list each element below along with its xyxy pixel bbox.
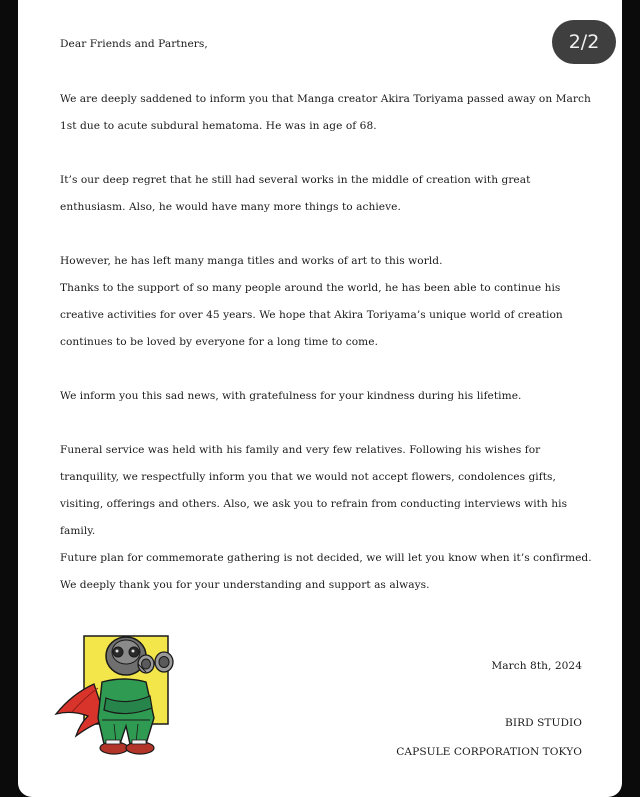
letter-line: tranquility, we respectfully inform you that we would not accept flowers, condolences gifts,: [60, 471, 556, 483]
letter-line: Thanks to the support of so many people around the world, he has been able to continue his: [60, 282, 561, 294]
letter-line: Future plan for commemorate gathering is not decided, we will let you know when it’s confirmed.: [60, 552, 592, 564]
letter-line: enthusiasm. Also, he would have many more things to achieve.: [60, 201, 401, 213]
letter-line: family.: [60, 525, 96, 537]
letter-line: creative activities for over 45 years. We hope that Akira Toriyama’s unique world of creation: [60, 309, 563, 321]
letter-line: 1st due to acute subdural hematoma. He was in age of 68.: [60, 120, 377, 132]
letter-page: [18, 0, 622, 797]
letter-line: Funeral service was held with his family and very few relatives. Following his wishes for: [60, 444, 541, 456]
signature-bird-studio: BIRD STUDIO: [505, 717, 582, 729]
gas-mask-caped-character-icon: [54, 632, 180, 760]
letter-line: It’s our deep regret that he still had several works in the middle of creation with great: [60, 174, 531, 186]
letter-line: We inform you this sad news, with gratefulness for your kindness during his lifetime.: [60, 390, 522, 402]
letter-line: visiting, offerings and others. Also, we ask you to refrain from conducting interviews with his: [60, 498, 568, 510]
letter-date: March 8th, 2024: [491, 660, 582, 672]
letter-line: continues to be loved by everyone for a long time to come.: [60, 336, 379, 348]
letter-line: However, he has left many manga titles and works of art to this world.: [60, 255, 443, 267]
salutation: Dear Friends and Partners,: [60, 38, 208, 50]
letter-line: We are deeply saddened to inform you that Manga creator Akira Toriyama passed away on March: [60, 93, 591, 105]
page-indicator: 2/2: [552, 20, 616, 64]
signature-capsule-corporation: CAPSULE CORPORATION TOKYO: [396, 746, 582, 758]
letter-line: We deeply thank you for your understanding and support as always.: [60, 579, 430, 591]
